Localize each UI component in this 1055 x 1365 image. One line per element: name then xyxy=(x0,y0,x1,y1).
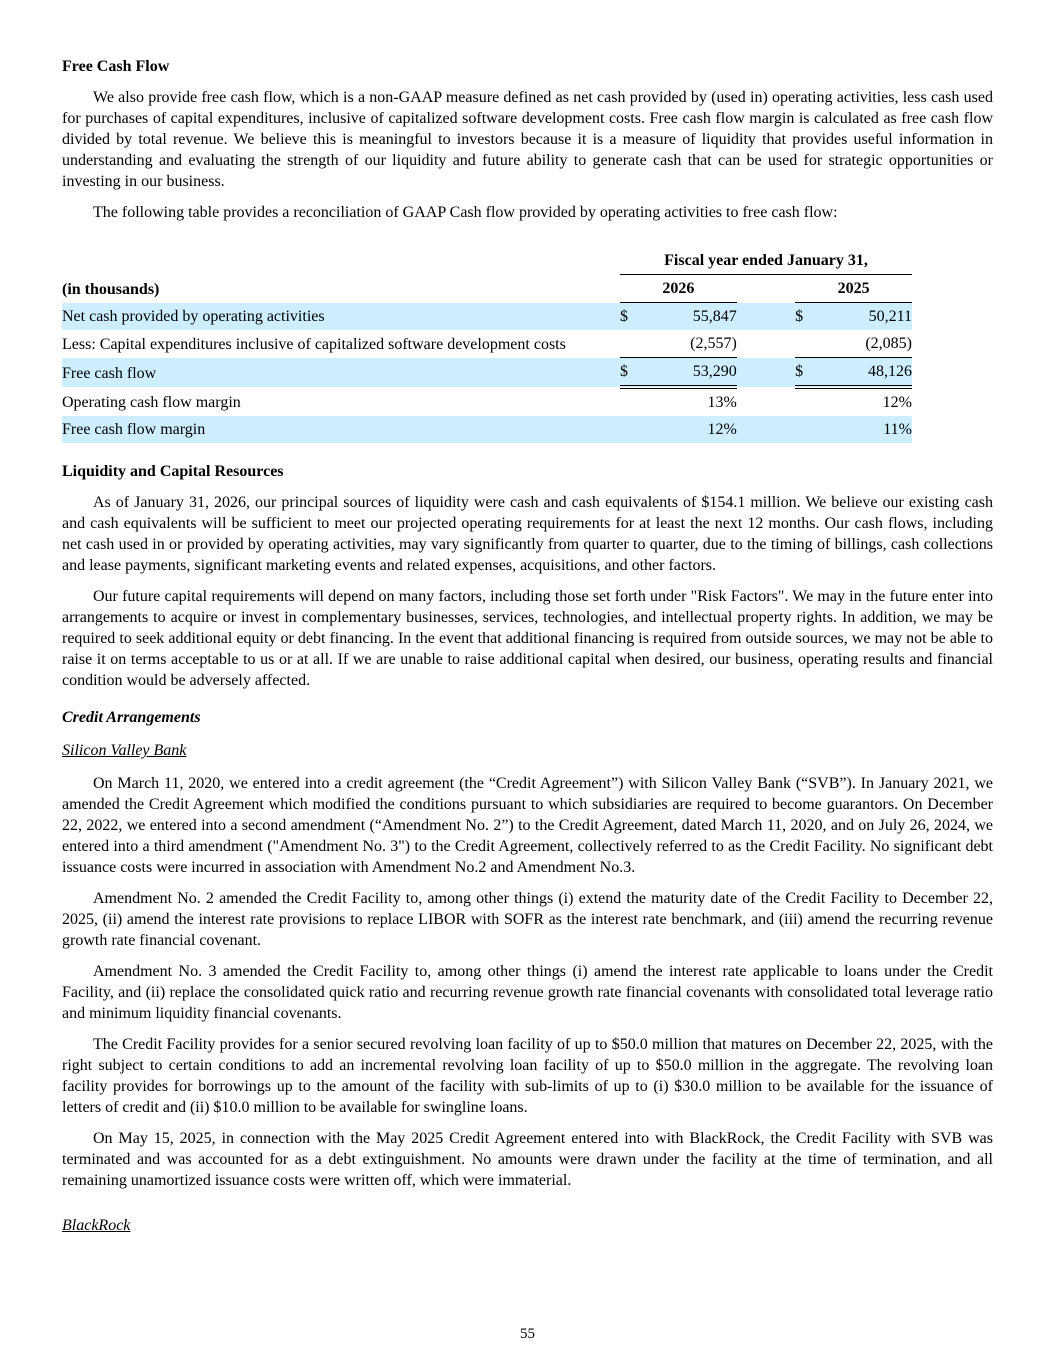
value-2026: 53,290 xyxy=(678,358,736,388)
liquidity-paragraph-1: As of January 31, 2026, our principal sources of liquidity were cash and cash equivalents of $154.1 million. We believe our existing cash and cash equivalents will be sufficient to meet our projected operating requirements for at least the next 12 months. Our cash flows, including net cash used in or provided by operating activities, may vary significantly from quarter to quarter, due to the timing of billings, cash collections and lease payments, significant marketing events and related expenses, acquisitions, and other factors. xyxy=(62,494,993,574)
currency-symbol: $ xyxy=(795,358,853,388)
table-row-fcf-margin xyxy=(62,416,912,443)
table-row-capex xyxy=(62,330,912,358)
currency-cell-empty xyxy=(620,387,678,416)
table-row-operating-margin xyxy=(62,387,912,416)
value-2025: 12% xyxy=(882,394,912,411)
svb-paragraph-5: On May 15, 2025, in connection with the May 2025 Credit Agreement entered into with BlackRock, the Credit Facility with SVB was terminated and was accounted for as a debt extinguishment. No amounts were drawn under the facility at the time of termination, and all remaining unamortized issuance costs were written off, which were immaterial. xyxy=(62,1130,993,1189)
table-row-net-cash xyxy=(62,303,912,331)
column-gap xyxy=(737,387,795,416)
currency-cell-empty xyxy=(620,330,678,358)
column-gap xyxy=(737,358,795,388)
year-2026-header: 2026 xyxy=(620,275,737,303)
currency-cell-empty xyxy=(795,330,853,358)
row-label: Operating cash flow margin xyxy=(62,394,241,411)
currency-symbol: $ xyxy=(620,308,628,325)
value-2025: (2,085) xyxy=(854,330,912,358)
silicon-valley-bank-heading: Silicon Valley Bank xyxy=(62,742,187,759)
row-label: Free cash flow xyxy=(62,365,157,382)
value-2025: 50,211 xyxy=(868,308,912,325)
row-label: Free cash flow margin xyxy=(62,421,206,438)
column-gap xyxy=(737,416,795,443)
column-gap xyxy=(737,330,795,358)
empty-cell xyxy=(62,247,620,275)
units-label: (in thousands) xyxy=(62,280,160,298)
svb-paragraph-3: Amendment No. 3 amended the Credit Facility to, among other things (i) amend the interest rate applicable to loans under the Credit Facility, and (ii) replace the consolidated quick ratio and recurring revenue growth rate financial covenants with consolidated total leverage ratio and minimum liquidity financial covenants. xyxy=(62,963,993,1022)
value-2025: 48,126 xyxy=(854,358,912,388)
currency-cell-empty xyxy=(795,387,853,416)
free-cash-flow-reconciliation-table xyxy=(62,247,912,443)
svb-paragraph-4: The Credit Facility provides for a senior secured revolving loan facility of up to $50.0 million that matures on December 22, 2025, with the right subject to certain conditions to add an incremental revolving loan facility of up to $50.0 million in the aggregate. The revolving loan facility provides for borrowings up to the amount of the facility with sub-limits of up to (i) $30.0 million to be available for the issuance of letters of credit and (ii) $10.0 million to be available for swingline loans. xyxy=(62,1036,993,1116)
free-cash-flow-paragraph-1: We also provide free cash flow, which is a non-GAAP measure defined as net cash provided by (used in) operating activities, less cash used for purchases of capital expenditures, inclusive of capitalized software development costs. Free cash flow margin is calculated as free cash flow divided by total revenue. We believe this is meaningful to investors because it is a measure of liquidity that provides useful information in understanding and evaluating the strength of our liquidity and future ability to generate cash that can be used for strategic opportunities or investing in our business. xyxy=(62,89,993,190)
free-cash-flow-heading: Free Cash Flow xyxy=(62,58,170,75)
row-label: Less: Capital expenditures inclusive of capitalized software development costs xyxy=(62,335,566,353)
svb-paragraph-1: On March 11, 2020, we entered into a credit agreement (the “Credit Agreement”) with Silicon Valley Bank (“SVB”). In January 2021, we amended the Credit Agreement which modified the conditions pursuant to which subsidiaries are required to become guarantors. On December 22, 2022, we entered into a second amendment (“Amendment No. 2”) to the Credit Agreement, dated March 11, 2020, and on July 26, 2024, we entered into a third amendment ("Amendment No. 3") to the Credit Agreement, collectively referred to as the Credit Facility. No significant debt issuance costs were incurred in association with Amendment No.2 and Amendment No.3. xyxy=(62,775,993,876)
year-2025-header: 2025 xyxy=(795,275,912,303)
value-2026: (2,557) xyxy=(678,330,736,358)
table-year-header-row xyxy=(62,275,912,303)
currency-cell-empty xyxy=(620,416,678,443)
currency-cell-empty xyxy=(795,416,853,443)
period-header: Fiscal year ended January 31, xyxy=(620,247,912,275)
value-2026: 55,847 xyxy=(692,308,737,325)
free-cash-flow-paragraph-2: The following table provides a reconciliation of GAAP Cash flow provided by operating activities to free cash flow: xyxy=(93,204,838,221)
value-2026: 12% xyxy=(707,421,737,438)
column-gap xyxy=(737,303,795,331)
row-label: Net cash provided by operating activities xyxy=(62,308,325,325)
currency-symbol: $ xyxy=(620,358,678,388)
table-period-header-row xyxy=(62,247,912,275)
value-2025: 11% xyxy=(883,421,912,438)
column-gap xyxy=(737,275,795,303)
page-number: 55 xyxy=(520,1326,535,1342)
liquidity-heading: Liquidity and Capital Resources xyxy=(62,463,284,480)
value-2026: 13% xyxy=(707,394,737,411)
currency-symbol: $ xyxy=(795,308,804,325)
svb-paragraph-2: Amendment No. 2 amended the Credit Facility to, among other things (i) extend the maturity date of the Credit Facility to December 22, 2025, (ii) amend the interest rate provisions to replace LIBOR with SOFR as the interest rate benchmark, and (iii) amend the recurring revenue growth rate financial covenant. xyxy=(62,890,993,949)
table-row-free-cash-flow xyxy=(62,358,912,388)
credit-arrangements-heading: Credit Arrangements xyxy=(62,709,201,726)
liquidity-paragraph-2: Our future capital requirements will depend on many factors, including those set forth under "Risk Factors". We may in the future enter into arrangements to acquire or invest in complementary businesses, services, technologies, and intellectual property rights. In addition, we may be required to seek additional equity or debt financing. In the event that additional financing is required from outside sources, we may not be able to raise it on terms acceptable to us or at all. If we are unable to raise additional capital when desired, our business, operating results and financial condition would be adversely affected. xyxy=(62,588,993,689)
blackrock-heading: BlackRock xyxy=(62,1217,131,1234)
